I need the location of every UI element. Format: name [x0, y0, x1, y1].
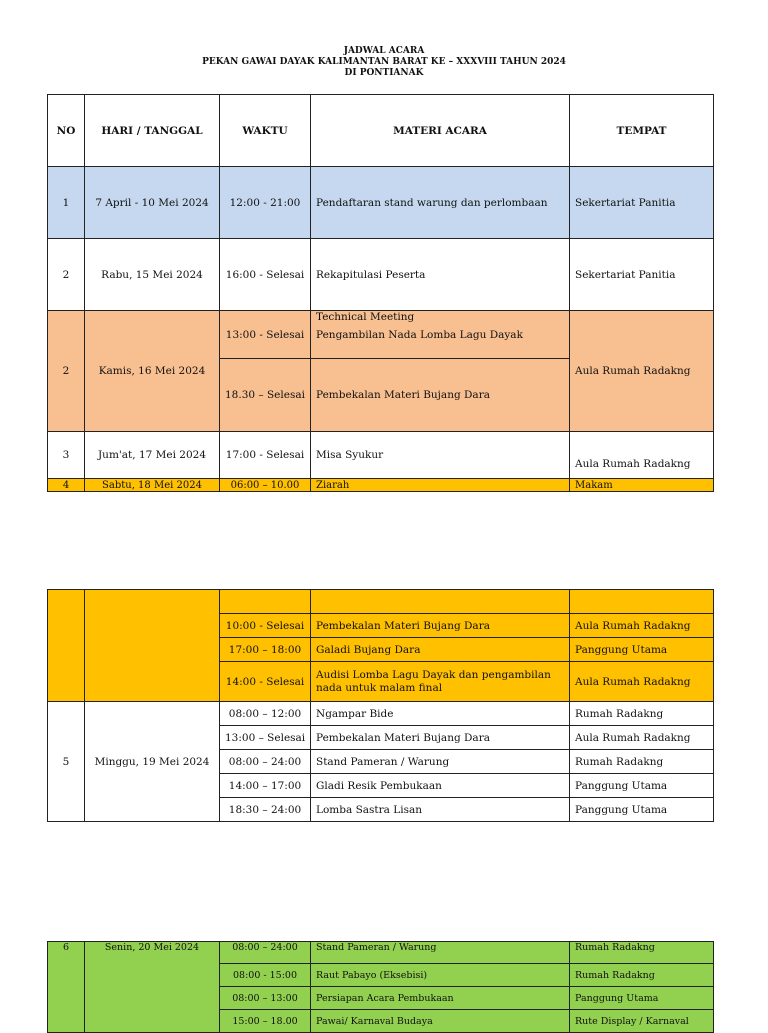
- column-header-event: MATERI ACARA: [311, 95, 570, 167]
- table-header-row: [48, 95, 714, 167]
- row-event: Ngampar Bide: [311, 702, 570, 726]
- row-event: [311, 590, 570, 614]
- row-number: 5: [48, 702, 85, 822]
- row-place: Panggung Utama: [570, 798, 714, 822]
- row-place: Rumah Radakng: [570, 702, 714, 726]
- row-number: 3: [48, 432, 85, 479]
- column-header-date: HARI / TANGGAL: [85, 95, 220, 167]
- row-time: 08:00 – 24:00: [220, 750, 311, 774]
- row-place: Panggung Utama: [570, 638, 714, 662]
- row-place: Aula Rumah Radakng: [570, 662, 714, 702]
- row-place: Rumah Radakng: [570, 964, 714, 987]
- table-row: [48, 479, 714, 492]
- table-row: [48, 167, 714, 239]
- row-event: Ziarah: [311, 479, 570, 492]
- row-place: Panggung Utama: [570, 987, 714, 1010]
- row-place: Sekertariat Panitia: [570, 167, 714, 239]
- row-place: Aula Rumah Radakng: [570, 614, 714, 638]
- row-time: 08:00 – 24:00: [220, 942, 311, 964]
- row-event: Pembekalan Materi Bujang Dara: [311, 359, 570, 432]
- row-event: Persiapan Acara Pembukaan: [311, 987, 570, 1010]
- row-event: Pembekalan Materi Bujang Dara: [311, 614, 570, 638]
- row-date: [85, 590, 220, 702]
- row-place: Rute Display / Karnaval: [570, 1010, 714, 1033]
- row-place: Makam: [570, 479, 714, 492]
- row-date: Senin, 20 Mei 2024: [85, 942, 220, 1033]
- row-time: 17:00 – 18:00: [220, 638, 311, 662]
- table-row: [48, 239, 714, 311]
- schedule-table-3: [47, 941, 714, 1033]
- row-event: Pawai/ Karnaval Budaya: [311, 1010, 570, 1033]
- table-row: [48, 432, 714, 479]
- row-place: Rumah Radakng: [570, 942, 714, 964]
- row-number: 1: [48, 167, 85, 239]
- table-row: [48, 590, 714, 614]
- table-row: [48, 942, 714, 964]
- title-line-3: DI PONTIANAK: [344, 68, 424, 78]
- row-time: 08:00 - 15:00: [220, 964, 311, 987]
- row-number: 4: [48, 479, 85, 492]
- row-date: Rabu, 15 Mei 2024: [85, 239, 220, 311]
- row-place: Panggung Utama: [570, 774, 714, 798]
- row-date: Kamis, 16 Mei 2024: [85, 311, 220, 432]
- row-date: Sabtu, 18 Mei 2024: [85, 479, 220, 492]
- row-time: 13:00 – Selesai: [220, 726, 311, 750]
- row-time: 06:00 – 10.00: [220, 479, 311, 492]
- row-event: Pembekalan Materi Bujang Dara: [311, 726, 570, 750]
- row-event: Misa Syukur: [311, 432, 570, 479]
- row-date: 7 April - 10 Mei 2024: [85, 167, 220, 239]
- row-event: Gladi Resik Pembukaan: [311, 774, 570, 798]
- row-time: 16:00 - Selesai: [220, 239, 311, 311]
- title-line-1: JADWAL ACARA: [343, 46, 425, 56]
- row-event: Lomba Sastra Lisan: [311, 798, 570, 822]
- title-line-2: PEKAN GAWAI DAYAK KALIMANTAN BARAT KE – XXXVIII TAHUN 2024: [202, 57, 566, 67]
- row-event-line: Pengambilan Nada Lomba Lagu Dayak: [316, 329, 523, 341]
- row-time: 13:00 - Selesai: [220, 311, 311, 359]
- schedule-table-1: [47, 94, 714, 492]
- row-time: 08:00 – 13:00: [220, 987, 311, 1010]
- table-row: [48, 311, 714, 359]
- document-title: [0, 46, 768, 79]
- row-number: 2: [48, 311, 85, 432]
- column-header-time: WAKTU: [220, 95, 311, 167]
- row-place: Sekertariat Panitia: [570, 239, 714, 311]
- row-event: Rekapitulasi Peserta: [311, 239, 570, 311]
- row-time: 12:00 - 21:00: [220, 167, 311, 239]
- row-event-line: Technical Meeting: [316, 311, 415, 323]
- row-event: Pendaftaran stand warung dan perlombaan: [311, 167, 570, 239]
- row-time: 18.30 – Selesai: [220, 359, 311, 432]
- row-place: [570, 590, 714, 614]
- row-date: Minggu, 19 Mei 2024: [85, 702, 220, 822]
- row-place: Aula Rumah Radakng: [570, 311, 714, 432]
- row-event: Stand Pameran / Warung: [311, 942, 570, 964]
- table-row: [48, 702, 714, 726]
- row-time: 17:00 - Selesai: [220, 432, 311, 479]
- row-time: 14:00 – 17:00: [220, 774, 311, 798]
- schedule-table-2: [47, 589, 714, 822]
- row-number: 6: [48, 942, 85, 1033]
- row-date: Jum'at, 17 Mei 2024: [85, 432, 220, 479]
- row-event: Stand Pameran / Warung: [311, 750, 570, 774]
- row-number: 2: [48, 239, 85, 311]
- row-event: Galadi Bujang Dara: [311, 638, 570, 662]
- row-event: [311, 311, 570, 359]
- row-event: Audisi Lomba Lagu Dayak dan pengambilan nada untuk malam final: [311, 662, 570, 702]
- row-time: 08:00 – 12:00: [220, 702, 311, 726]
- row-time: 10:00 - Selesai: [220, 614, 311, 638]
- row-place: Aula Rumah Radakng: [570, 432, 714, 479]
- row-number: [48, 590, 85, 702]
- column-header-place: TEMPAT: [570, 95, 714, 167]
- row-place: Rumah Radakng: [570, 750, 714, 774]
- row-time: [220, 590, 311, 614]
- row-time: 15:00 – 18.00: [220, 1010, 311, 1033]
- row-time: 18:30 – 24:00: [220, 798, 311, 822]
- column-header-no: NO: [48, 95, 85, 167]
- row-place: Aula Rumah Radakng: [570, 726, 714, 750]
- row-time: 14:00 - Selesai: [220, 662, 311, 702]
- row-event: Raut Pabayo (Eksebisi): [311, 964, 570, 987]
